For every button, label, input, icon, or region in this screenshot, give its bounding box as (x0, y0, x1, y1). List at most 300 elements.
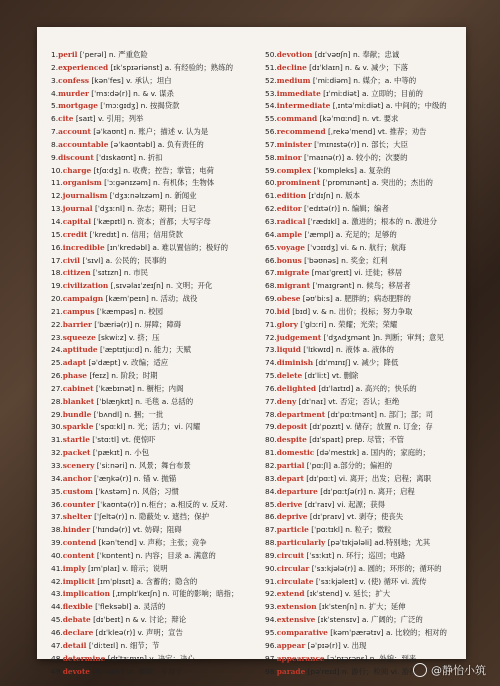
entry-word: glory (276, 319, 298, 329)
entry-number: 61. (265, 191, 277, 201)
entry-number: 1. (51, 50, 59, 59)
entry-number: 18. (51, 268, 63, 278)
entry-definition: [əˈkaʊnt] n. 账户；描述 v. 认为是 (90, 127, 209, 137)
entry-number: 46. (51, 627, 63, 637)
word-entry (265, 344, 470, 357)
entry-definition: [ˈkredɪt] n. 信用；信用贷款 (87, 229, 183, 239)
entry-number: 59. (265, 165, 277, 175)
entry-word: journalism (62, 191, 108, 201)
word-entry (265, 396, 470, 409)
entry-word: extension (276, 602, 317, 612)
entry-definition: [ɪkˈstensɪv] a. 广阔的；广泛的 (315, 615, 423, 625)
entry-number: 88. (265, 538, 277, 548)
entry-definition: [ˈrædɪkl] a. 激进的；根本的 n. 激进分 (305, 216, 437, 226)
entry-word: departure (276, 486, 318, 496)
entry-number: 48. (51, 653, 63, 663)
word-entry (265, 113, 470, 126)
entry-definition: [dɪˈspaɪt] prep. 尽管；不管 (306, 435, 404, 445)
entry-number: 23. (51, 332, 63, 342)
entry-definition: [əˈpɪə(r)] v. 出现 (305, 640, 367, 650)
word-entry (265, 511, 470, 524)
entry-number: 36. (51, 499, 63, 509)
entry-word: bundle (62, 409, 92, 419)
entry-word: liquid (276, 345, 301, 355)
entry-definition: [kənˈtend] v. 声称；主张；竞争 (96, 538, 207, 548)
word-entry (51, 396, 256, 409)
entry-word: extend (276, 589, 305, 599)
entry-word: civil (62, 255, 80, 265)
entry-number: 11. (51, 178, 63, 188)
entry-number: 68. (265, 281, 277, 291)
entry-number: 47. (51, 640, 63, 650)
entry-definition: [ˈkɒntent] n. 内容；目录 a. 满意的 (94, 550, 216, 560)
entry-number: 93. (265, 602, 277, 612)
word-entry (51, 280, 256, 293)
entry-number: 39. (51, 538, 63, 548)
entry-number: 89. (265, 550, 277, 560)
entry-definition: [ˈdʒɜːnəlɪzəm] n. 新闻业 (107, 191, 197, 201)
word-entry (51, 550, 256, 563)
word-entry (51, 267, 256, 280)
entry-definition: [ˌsɪvəlaɪˈzeɪʃn] n. 文明；开化 (108, 281, 213, 291)
entry-word: partial (276, 461, 305, 470)
word-entry (265, 627, 470, 640)
word-entry (51, 383, 256, 396)
word-entry (51, 49, 256, 62)
word-entry (51, 640, 256, 653)
word-entry (265, 255, 470, 268)
word-entry (265, 460, 470, 473)
entry-definition: [ˈmɜːdə(r)] n. & v. 谋杀 (88, 88, 174, 98)
word-entry (265, 49, 470, 62)
entry-definition: [ˈbæriə(r)] n. 屏障；障碍 (91, 319, 182, 329)
entry-word: comparative (276, 627, 328, 637)
word-entry (265, 332, 470, 345)
entry-word: cite (58, 114, 74, 124)
entry-word: counter (62, 499, 95, 509)
entry-definition: [ˌɪntəˈmiːdiət] a. 中间的；中级的 (330, 101, 447, 111)
entry-number: 15. (51, 229, 63, 239)
entry-number: 73. (265, 345, 277, 355)
entry-number: 85. (265, 499, 277, 509)
entry-word: blanket (62, 396, 95, 406)
word-entry (51, 255, 256, 268)
entry-word: devotion (276, 50, 313, 59)
entry-word: editor (276, 204, 302, 214)
word-entry (51, 319, 256, 332)
word-entry (265, 383, 470, 396)
word-entry (51, 666, 256, 679)
entry-number: 41. (51, 563, 63, 573)
word-entry (51, 152, 256, 165)
word-entry (51, 537, 256, 550)
entry-number: 97. (265, 653, 277, 663)
word-entry (51, 576, 256, 589)
entry-number: 13. (51, 204, 63, 214)
entry-word: adapt (62, 358, 87, 368)
entry-word: aptitude (62, 345, 98, 355)
watermark (413, 662, 486, 678)
entry-word: mortgage (58, 101, 98, 111)
entry-word: civilization (62, 281, 109, 291)
entry-word: content (62, 550, 95, 560)
entry-definition: [ˈsɪvl] a. 公民的；民事的 (79, 255, 167, 265)
word-entry (51, 332, 256, 345)
entry-number: 78. (265, 409, 277, 419)
word-entry (51, 409, 256, 422)
entry-definition: [dəˈmestɪk] a. 国内的；家庭的； (314, 448, 430, 458)
entry-number: 74. (265, 358, 277, 368)
entry-definition: [ɪmˈplaɪ] v. 暗示；说明 (85, 563, 168, 573)
entry-definition: [dɪˈklaɪn] n. & v. 减少；下落 (306, 62, 409, 72)
entry-word: minor (276, 152, 302, 162)
word-entry (265, 62, 470, 75)
word-entry (265, 409, 470, 422)
word-entry (51, 499, 256, 512)
entry-word: experienced (58, 62, 109, 72)
word-entry (51, 370, 256, 383)
entry-word: organism (62, 178, 102, 188)
entry-word: cabinet (62, 383, 94, 393)
entry-word: anchor (62, 473, 92, 483)
entry-word: peril (58, 50, 78, 59)
entry-definition: [ˌrekəˈmend] vt. 推荐；劝告 (325, 127, 427, 137)
entry-word: discount (58, 152, 94, 162)
entry-number: 20. (51, 294, 63, 304)
entry-word: voyage (276, 242, 305, 252)
entry-number: 66. (265, 255, 277, 265)
entry-number: 82. (265, 461, 277, 470)
entry-word: recommend (276, 127, 326, 137)
entry-definition: [ˈprɒmɪnənt] a. 突出的；杰出的 (320, 178, 433, 188)
entry-definition: [dɪˈpɑːtʃə(r)] n. 离开；启程 (317, 486, 415, 496)
entry-number: 17. (51, 255, 63, 265)
word-entry (265, 473, 470, 486)
entry-number: 72. (265, 332, 277, 342)
entry-word: accountable (58, 139, 109, 149)
entry-word: account (58, 127, 91, 137)
entry-number: 52. (265, 75, 277, 85)
entry-number: 50. (265, 50, 277, 59)
entry-definition: [ˈkæpɪtl] n. 资本；首都；大写字母 (91, 216, 211, 226)
entry-definition: [ˈhɪndə(r)] vt. 妨碍；阻碍 (90, 525, 182, 535)
entry-definition: [skwiːz] v. 挤；压 (95, 332, 160, 342)
entry-definition: [ɪkˈspɪəriənst] a. 有经验的；熟练的 (108, 62, 233, 72)
word-entry (265, 306, 470, 319)
entry-number: 80. (265, 435, 277, 445)
entry-number: 56. (265, 127, 277, 137)
entry-word: diminish (276, 358, 314, 368)
entry-number: 54. (265, 101, 277, 111)
word-entry (265, 293, 470, 306)
entry-word: decline (276, 62, 307, 72)
entry-number: 84. (265, 486, 277, 496)
entry-definition: [ɪnˈkredəbl] a. 难以置信的；极好的 (104, 242, 229, 252)
entry-word: detail (62, 640, 87, 650)
entry-definition: [ˈbəʊnəs] n. 奖金；红利 (301, 255, 388, 265)
word-entry (51, 588, 256, 601)
entry-definition: [ˈmiːdiəm] n. 媒介；a. 中等的 (310, 75, 417, 85)
entry-word: incredible (62, 242, 105, 252)
entry-word: scenery (62, 461, 95, 470)
word-entry (51, 75, 256, 88)
entry-word: command (276, 114, 318, 124)
entry-word: medium (276, 75, 311, 85)
entry-word: flexible (62, 602, 93, 612)
entry-word: deny (276, 396, 297, 406)
entry-definition: [əʊˈbiːs] a. 肥胖的；病态肥胖的 (300, 294, 411, 304)
entry-number: 26. (51, 371, 63, 381)
entry-number: 70. (265, 306, 277, 316)
entry-number: 14. (51, 216, 63, 226)
entry-number: 7. (51, 127, 59, 137)
word-entry (265, 216, 470, 229)
entry-definition: [ˈmɔːgɪdʒ] n. 按揭贷款 (97, 101, 180, 111)
entry-definition: [ˈlɪkwɪd] n. 液体 a. 液体的 (300, 345, 394, 355)
entry-definition: [dɪˈkleə(r)] v. 声明；宣告 (93, 627, 183, 637)
entry-number: 8. (51, 139, 59, 149)
entry-definition: [ˈperəl] n. 严重危险 (77, 50, 148, 59)
word-entry (265, 190, 470, 203)
entry-number: 53. (265, 88, 277, 98)
entry-definition: [ˈsɜːkjəleɪt] v. (使) 循环 vi. 流传 (313, 576, 427, 586)
entry-definition: [maɪˈgreɪt] vi. 迁徙；移居 (309, 268, 403, 278)
word-entry (51, 203, 256, 216)
entry-definition: [ˈstɑːtl] vt. 使惊吓 (89, 435, 156, 445)
entry-word: delete (276, 371, 303, 381)
entry-word: imply (62, 563, 86, 573)
entry-number: 55. (265, 114, 277, 124)
entry-number: 60. (265, 178, 277, 188)
entry-number: 96. (265, 640, 277, 650)
entry-number: 77. (265, 396, 277, 406)
entry-word: domestic (276, 448, 315, 458)
word-entry (265, 434, 470, 447)
entry-number: 71. (265, 319, 277, 329)
entry-number: 43. (51, 589, 63, 599)
entry-definition: [ˈæmpl] a. 充足的；足够的 (302, 229, 397, 239)
entry-number: 25. (51, 358, 63, 368)
word-entry (51, 62, 256, 75)
entry-definition: [ˈɔːgənɪzəm] n. 有机体；生物体 (101, 178, 215, 188)
entry-number: 49. (51, 666, 63, 676)
word-entry (265, 165, 470, 178)
entry-word: contend (62, 538, 97, 548)
entry-number: 44. (51, 602, 63, 612)
entry-definition: [ˈblæŋkɪt] n. 毛毯 a. 总括的 (94, 396, 194, 406)
entry-word: particularly (276, 538, 326, 548)
word-entry (265, 576, 470, 589)
entry-word: obese (276, 294, 301, 304)
entry-number: 90. (265, 563, 277, 573)
entry-definition: [ˈedɪtə(r)] n. 编辑；编者 (301, 204, 389, 214)
entry-number: 42. (51, 576, 63, 586)
entry-definition: [ˈpækɪt] n. 小包 (90, 448, 150, 458)
entry-number: 9. (51, 152, 59, 162)
word-entry (265, 640, 470, 653)
word-entry (51, 447, 256, 460)
entry-number: 21. (51, 306, 63, 316)
entry-word: migrate (276, 268, 310, 278)
entry-definition: [dɪˈmɪnɪʃ] v. 减少；降低 (313, 358, 399, 368)
entry-word: derive (276, 499, 303, 509)
entry-definition: [dɪˈraɪv] vi. 起源；获得 (302, 499, 386, 509)
entry-number: 40. (51, 550, 63, 560)
left-word-column (51, 49, 256, 678)
entry-definition: [dɪˈpɑːt] vi. 离开；出发；启程；离职 (303, 473, 432, 483)
entry-word: bonus (276, 255, 302, 265)
word-entry (265, 447, 470, 460)
word-entry (265, 203, 470, 216)
word-entry (51, 344, 256, 357)
entry-definition: [ɪˈmiːdiət] a. 立即的；目前的 (320, 88, 423, 98)
entry-definition: [tʃɑːdʒ] n. 收费；控告；掌管；电荷 (91, 165, 214, 175)
entry-number: 4. (51, 88, 59, 98)
entry-definition: [əˈpɪərəns] n. 外貌；到来 (324, 653, 417, 663)
entry-number: 35. (51, 486, 63, 496)
entry-word: squeeze (62, 332, 96, 342)
entry-number: 22. (51, 319, 63, 329)
entry-number: 51. (265, 62, 277, 72)
entry-word: murder (58, 88, 89, 98)
word-entry (51, 627, 256, 640)
word-entry (51, 601, 256, 614)
word-entry (51, 139, 256, 152)
entry-definition: [ˈkɒmpleks] a. 复杂的 (311, 165, 391, 175)
entry-definition: [dɪˈpraɪv] vt. 剥夺；使丧失 (307, 512, 404, 522)
entry-definition: [ˈbʌndl] n. 捆；一批 (91, 409, 164, 419)
entry-word: sparkle (62, 422, 94, 432)
word-entry (265, 88, 470, 101)
entry-number: 12. (51, 191, 63, 201)
entry-word: immediate (276, 88, 321, 98)
word-entry (51, 126, 256, 139)
entry-definition: [ˈglɔːri] n. 荣耀；光荣；荣耀 (297, 319, 398, 329)
word-entry (265, 601, 470, 614)
entry-definition: [dɪˈliːt] vt. 删除 (302, 371, 359, 381)
entry-number: 91. (265, 576, 277, 586)
word-entry (265, 563, 470, 576)
entry-number: 45. (51, 615, 63, 625)
entry-definition: [ˈmaɪgrənt] n. 候鸟；移居者 (310, 281, 411, 291)
entry-number: 98. (265, 666, 277, 676)
word-entry (51, 113, 256, 126)
watermark-text: @静怡小筑 (431, 664, 486, 677)
word-entry (51, 511, 256, 524)
word-entry (51, 614, 256, 627)
word-entry (51, 434, 256, 447)
entry-word: capital (62, 216, 92, 226)
entry-definition: [feɪz] n. 阶段；时期 (86, 371, 158, 381)
entry-number: 24. (51, 345, 63, 355)
entry-word: ample (276, 229, 303, 239)
word-entry (265, 370, 470, 383)
entry-definition: [ˈsɜːkɪt] n. 环行；巡回；电路 (304, 550, 406, 560)
entry-number: 27. (51, 383, 63, 393)
word-entry (51, 357, 256, 370)
entry-definition: [ˈspɑːkl] n. 光；活力；vi. 闪耀 (93, 422, 201, 432)
entry-number: 19. (51, 281, 63, 291)
entry-definition: [dɪˈtɜːmɪn] v. 决定；决心 (105, 653, 195, 663)
entry-number: 94. (265, 615, 277, 625)
entry-definition: [əˈkaʊntəbl] a. 负有责任的 (108, 139, 204, 149)
entry-word: citizen (62, 268, 91, 278)
entry-number: 81. (265, 448, 277, 458)
entry-word: appear (276, 640, 306, 650)
word-entry (265, 242, 470, 255)
entry-word: migrant (276, 281, 311, 291)
entry-definition: [kənˈfes] v. 承认；坦白 (89, 75, 172, 85)
entry-definition: [ˈʃeltə(r)] n. 隐蔽处 v. 遮挡；保护 (91, 512, 210, 522)
word-entry (51, 473, 256, 486)
entry-definition: [dɪˈnaɪ] vt. 否定；否认；拒绝 (296, 396, 400, 406)
word-entry (51, 216, 256, 229)
entry-definition: [ˈsɜːkjələ(r)] a. 圆的；环形的；循环的 (309, 563, 442, 573)
entry-definition: [ˈdʒɜːnl] n. 杂志；期刊；日记 (92, 204, 196, 214)
entry-number: 92. (265, 589, 277, 599)
entry-definition: [ˈkæbɪnət] n. 橱柜；内阁 (93, 383, 184, 393)
entry-word: particle (276, 525, 309, 535)
entry-definition: [ˈpɑːtɪkl] n. 粒子；微粒 (308, 525, 392, 535)
entry-word: packet (62, 448, 91, 458)
word-entry (265, 537, 470, 550)
word-entry (51, 190, 256, 203)
entry-word: parade (276, 666, 306, 676)
entry-word: depart (276, 473, 304, 483)
entry-number: 34. (51, 473, 63, 483)
entry-word: hinder (62, 525, 91, 535)
entry-definition: [ɪkˈstend] v. 延长；扩大 (304, 589, 391, 599)
entry-definition: [bɪd] v. & n. 出价；投标；努力争取 (289, 306, 413, 316)
entry-definition: [ˈdiːteɪl] n. 细节；节 (86, 640, 160, 650)
entry-number: 57. (265, 139, 277, 149)
entry-word: determine (62, 653, 106, 663)
entry-definition: [ɪˈdɪʃn] n. 版本 (305, 191, 360, 201)
entry-number: 86. (265, 512, 277, 522)
entry-word: department (276, 409, 326, 419)
entry-number: 32. (51, 448, 63, 458)
word-entry (51, 293, 256, 306)
word-entry (265, 486, 470, 499)
entry-word: confess (58, 75, 90, 85)
entry-word: deposit (276, 422, 308, 432)
entry-definition: [əˈdæpt] v. 改编；适应 (86, 358, 169, 368)
entry-definition: [ɪmˈplɪsɪt] a. 含蓄的；隐含的 (94, 576, 198, 586)
word-entry (265, 177, 470, 190)
entry-definition: [dɪˈpɒzɪt] v. 储存；放置 n. 订金；存 (307, 422, 433, 432)
entry-number: 2. (51, 62, 59, 72)
entry-definition: [kæmˈpeɪn] n. 活动；战役 (103, 294, 198, 304)
account-circle-icon (413, 663, 427, 677)
word-entry (265, 100, 470, 113)
word-entry (51, 242, 256, 255)
entry-number: 29. (51, 409, 63, 419)
entry-number: 5. (51, 101, 59, 111)
word-entry (51, 421, 256, 434)
word-entry (51, 229, 256, 242)
entry-word: appearance (276, 653, 325, 663)
entry-number: 76. (265, 383, 277, 393)
entry-word: shelter (62, 512, 92, 522)
entry-word: implicit (62, 576, 95, 586)
entry-word: intermediate (276, 101, 331, 111)
entry-number: 62. (265, 204, 277, 214)
word-entry (51, 88, 256, 101)
entry-word: declare (62, 627, 94, 637)
entry-number: 79. (265, 422, 277, 432)
entry-word: campaign (62, 294, 104, 304)
word-entry (265, 357, 470, 370)
